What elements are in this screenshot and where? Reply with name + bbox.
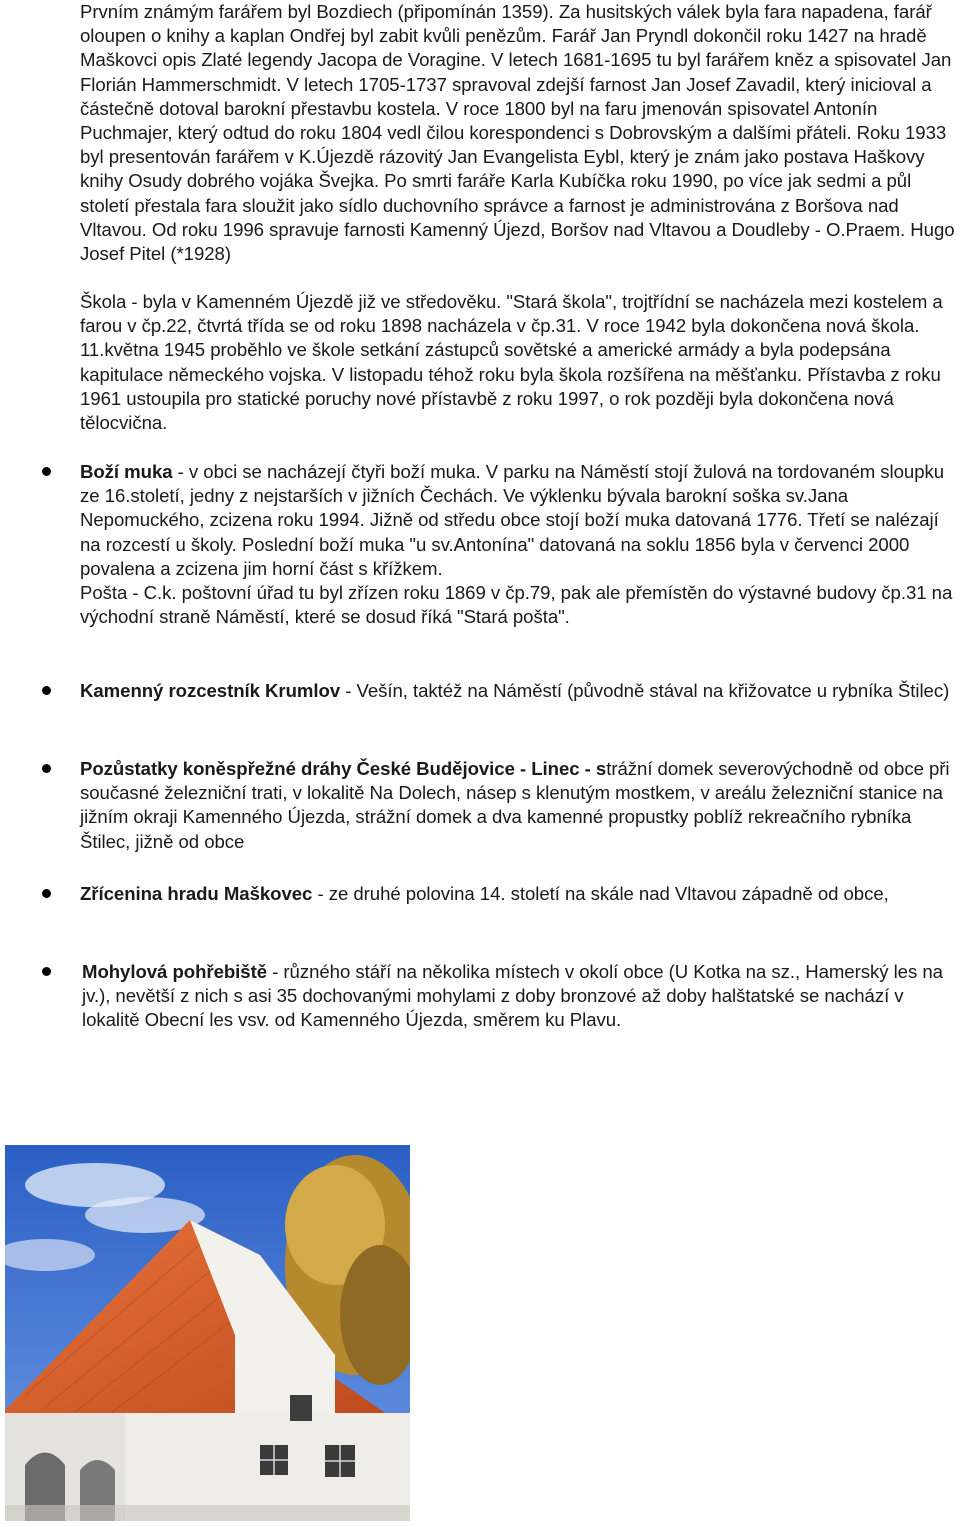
- school-paragraph: Škola - byla v Kamenném Újezdě již ve středověku. "Stará škola", trojtřídní se nacházela mezi kostelem a farou v čp.22, čtvrtá třída se od roku 1898 nacházela v čp.31. V roce 1942 byla dokončena nová škola. 11.května 1945 proběhlo ve škole setkání zástupců sovětské a americké armády a byla podepsána kapitulace německého vojska. V listopadu téhož roku byla škola rozšířena na měšťanku. Přístavba z roku 1961 ustoupila pro statické poruchy nové přístavbě z roku 1997, o rok později byla dokončena nová tělocvična.: [80, 291, 943, 434]
- rozcestnik-paragraph: [80, 679, 958, 703]
- bullet-icon: [42, 967, 51, 976]
- mohyly-title: Mohylová pohřebiště: [82, 961, 268, 982]
- boži-muka-title: Boží muka: [80, 461, 173, 482]
- bullet-icon: [42, 686, 51, 695]
- draha-paragraph: [80, 757, 958, 854]
- rozcestnik-title: Kamenný rozcestník Krumlov: [80, 680, 341, 701]
- rozcestnik-text: - Vešín, taktéž na Náměstí (původně stával na křižovatce u rybníka Štilec): [340, 680, 950, 701]
- mohyly-paragraph: [82, 960, 958, 1033]
- boži-muka-paragraph: [80, 460, 958, 629]
- draha-text: trážní domek severovýchodně od obce při současné železniční trati, v lokalitě Na Dolech, násep s klenutým mostkem, v areálu železniční stanice na jižním okraji Kamenného Újezda, strážní domek a dva kamenné propustky poblíž rekreačního rybníka Štilec, jižně od obce: [80, 758, 950, 852]
- posta-text: Pošta - C.k. poštovní úřad tu byl zřízen roku 1869 v čp.79, pak ale přemístěn do výstavné budovy čp.31 na východní straně Náměstí, které se dosud říká "Stará pošta".: [80, 582, 953, 628]
- draha-title: Pozůstatky koněspřežné dráhy České Budějovice - Linec - s: [80, 758, 607, 779]
- boži-muka-text: - v obci se nacházejí čtyři boží muka. V parku na Náměstí stojí žulová na tordovaném sloupku ze 16.století, jedny z nejstarších v jižních Čechách. Ve výklenku bývala barokní soška sv.Jana Nepomuckého, zcizena roku 1994. Jižně od středu obce stojí boží muka datovaná 1776. Třetí se nalézají na rozcestí u školy. Poslední boží muka "u sv.Antonína" datovaná na soklu 1856 byla v červenci 2000 povalena a zcizena jim horní část s křížkem.: [80, 461, 945, 579]
- intro-paragraph: Prvním známým farářem byl Bozdiech (připomínán 1359). Za husitských válek byla fara napadena, farář oloupen o knihy a kaplan Ondřej byl zabit kvůli penězům. Farář Jan Pryndl dokončil roku 1427 na hradě Maškovci opis Zlaté legendy Jacopa de Voragine. V letech 1681-1695 tu byl farářem kněz a spisovatel Jan Florián Hammerschmidt. V letech 1705-1737 spravoval zdejší farnost Jan Josef Zavadil, který inicioval a částečně dotoval barokní přestavbu kostela. V roce 1800 byl na faru jmenován spisovatel Antonín Puchmajer, který odtud do roku 1804 vedl čilou korespondenci s Dobrovským a dalšími přáteli. Roku 1933 byl presentován farářem v K.Újezdě rázovitý Jan Evangelista Eybl, který je znám jako postava Haškovy knihy Osudy dobrého vojáka Švejka. Po smrti faráře Karla Kubíčka roku 1990, po více jak sedmi a půl století přestala fara sloužit jako sídlo duchovního správce a farnost je administrována z Boršova nad Vltavou. Od roku 1996 spravuje farnosti Kamenný Újezd, Boršov nad Vltavou a Doudleby - O.Praem. Hugo Josef Pitel (*1928): [80, 1, 955, 265]
- bullet-icon: [42, 467, 51, 476]
- farmhouse-photo: [5, 1145, 410, 1521]
- bullet-icon: [42, 764, 51, 773]
- maskovec-title: Zřícenina hradu Maškovec: [80, 883, 313, 904]
- bullet-icon: [42, 889, 51, 898]
- mohyly-text: - různého stáří na několika místech v okolí obce (U Kotka na sz., Hamerský les na jv.), nevětší z nich s asi 35 dochovanými mohylami z doby bronzové až doby halštatské se nachází v lokalitě Obecní les vsv. od Kamenného Újezda, směrem ku Plavu.: [82, 961, 943, 1031]
- maskovec-text: - ze druhé polovina 14. století na skále nad Vltavou západně od obce,: [312, 883, 889, 904]
- maskovec-paragraph: [80, 882, 958, 906]
